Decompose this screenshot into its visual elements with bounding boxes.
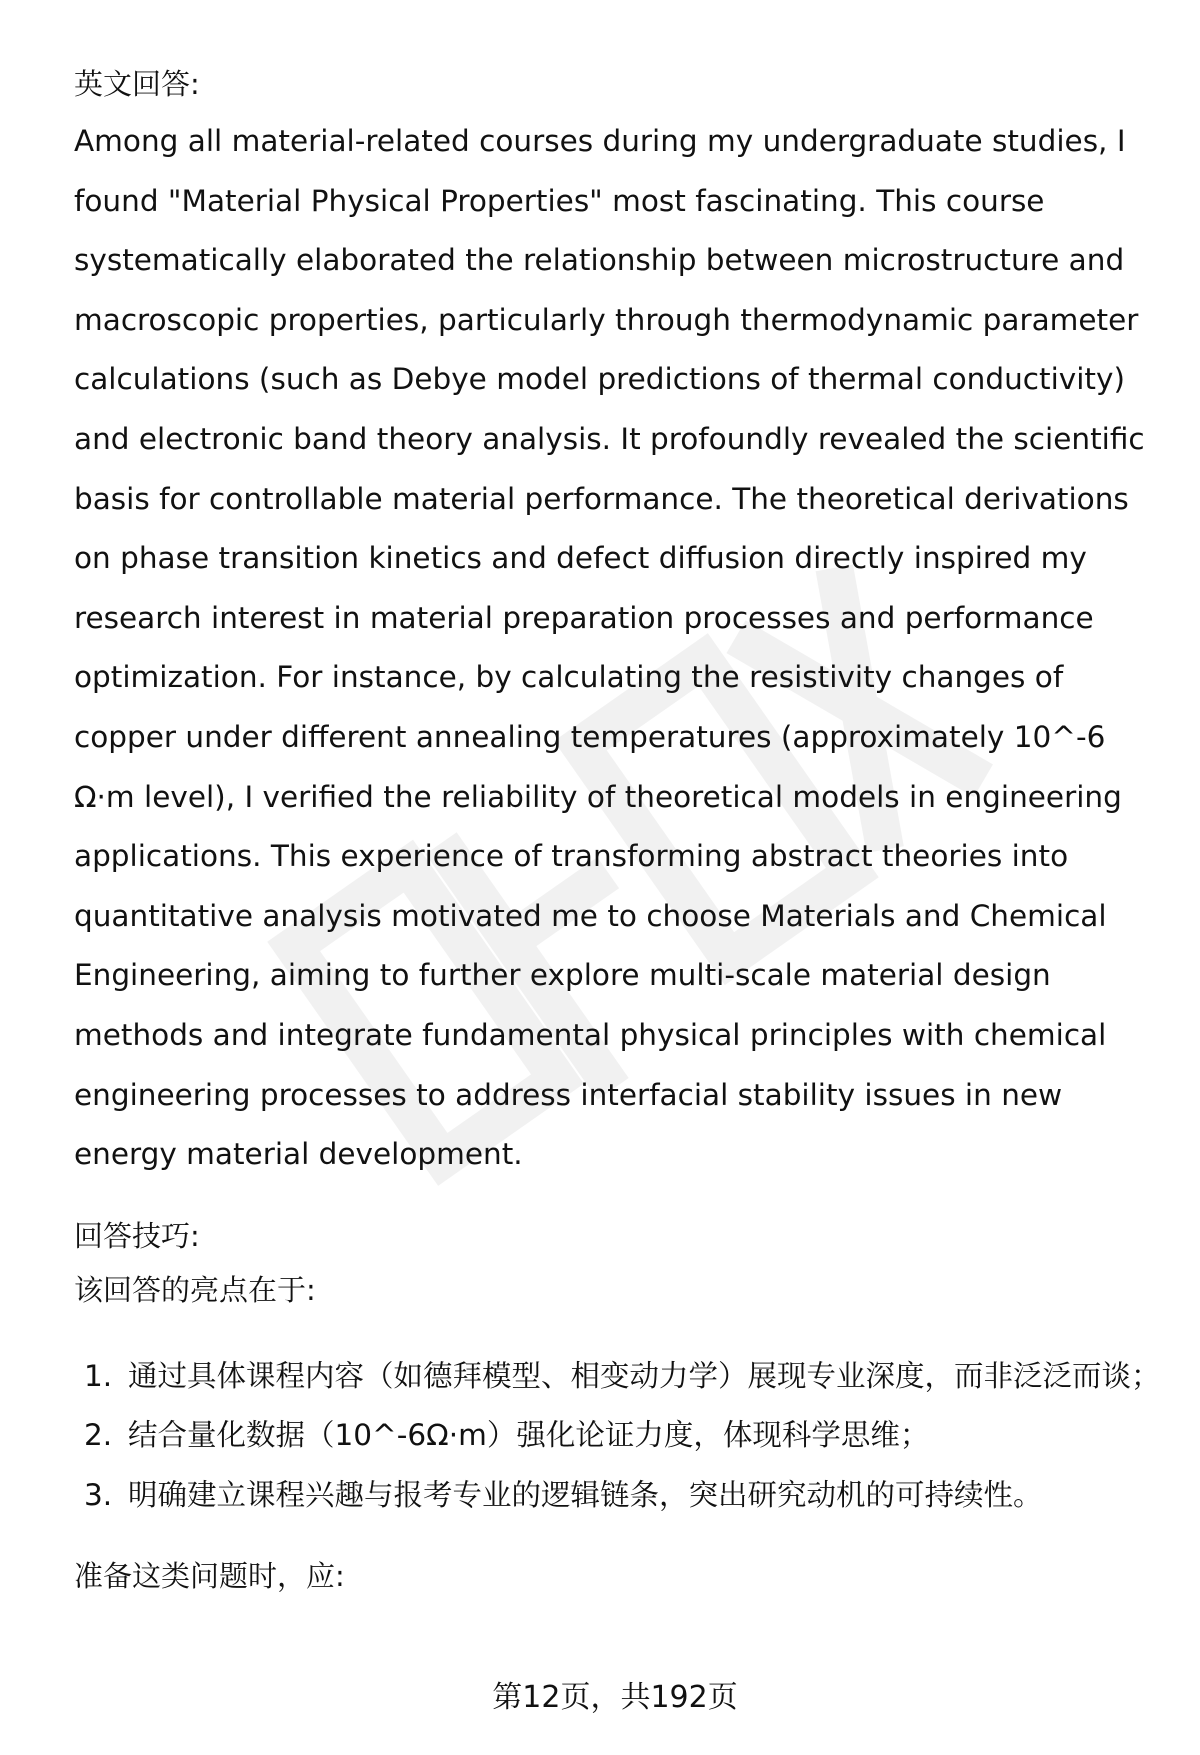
list-item-text: 明确建立课程兴趣与报考专业的逻辑链条，突出研究动机的可持续性。 — [128, 1477, 1043, 1512]
document-body — [74, 62, 1164, 1603]
list-item — [74, 1406, 1164, 1466]
english-answer-paragraph: Among all material-related courses during my undergraduate studies, I found "Material Physical Properties" most fascinating. This course systematically elaborated the relationship between microstructure and macroscopic properties, particularly through thermodynamic parameter calculations (such as Debye model predictions of thermal conductivity) and electronic band theory analysis. It profoundly revealed the scientific basis for controllable material performance. The theoretical derivations on phase transition kinetics and defect diffusion directly inspired my research interest in material preparation processes and performance optimization. For instance, by calculating the resistivity changes of copper under different annealing temperatures (approximately 10^-6 Ω·m level), I verified the reliability of theoretical models in engineering applications. This experience of transforming abstract theories into quantitative analysis motivated me to choose Materials and Chemical Engineering, aiming to further explore multi-scale material design methods and integrate fundamental physical principles with chemical engineering processes to address interfacial stability issues in new energy material development. — [74, 124, 1145, 1172]
page-number-footer: 第12页，共192页 — [492, 1680, 738, 1715]
list-item-text: 通过具体课程内容（如德拜模型、相变动力学）展现专业深度，而非泛泛而谈； — [128, 1358, 1161, 1393]
list-item-number: 2. — [84, 1418, 113, 1453]
list-item — [74, 1466, 1164, 1526]
highlights-list — [74, 1347, 1164, 1526]
list-item-number: 3. — [84, 1477, 113, 1512]
english-answer-heading: 英文回答: — [74, 67, 200, 101]
list-item-text: 结合量化数据（10^-6Ω·m）强化论证力度，体现科学思维； — [128, 1418, 930, 1453]
list-item — [74, 1347, 1164, 1407]
tips-heading: 回答技巧: — [74, 1218, 200, 1253]
highlights-intro: 该回答的亮点在于: — [74, 1272, 316, 1307]
list-item-number: 1. — [84, 1358, 113, 1393]
prepare-heading: 准备这类问题时，应: — [74, 1559, 345, 1594]
